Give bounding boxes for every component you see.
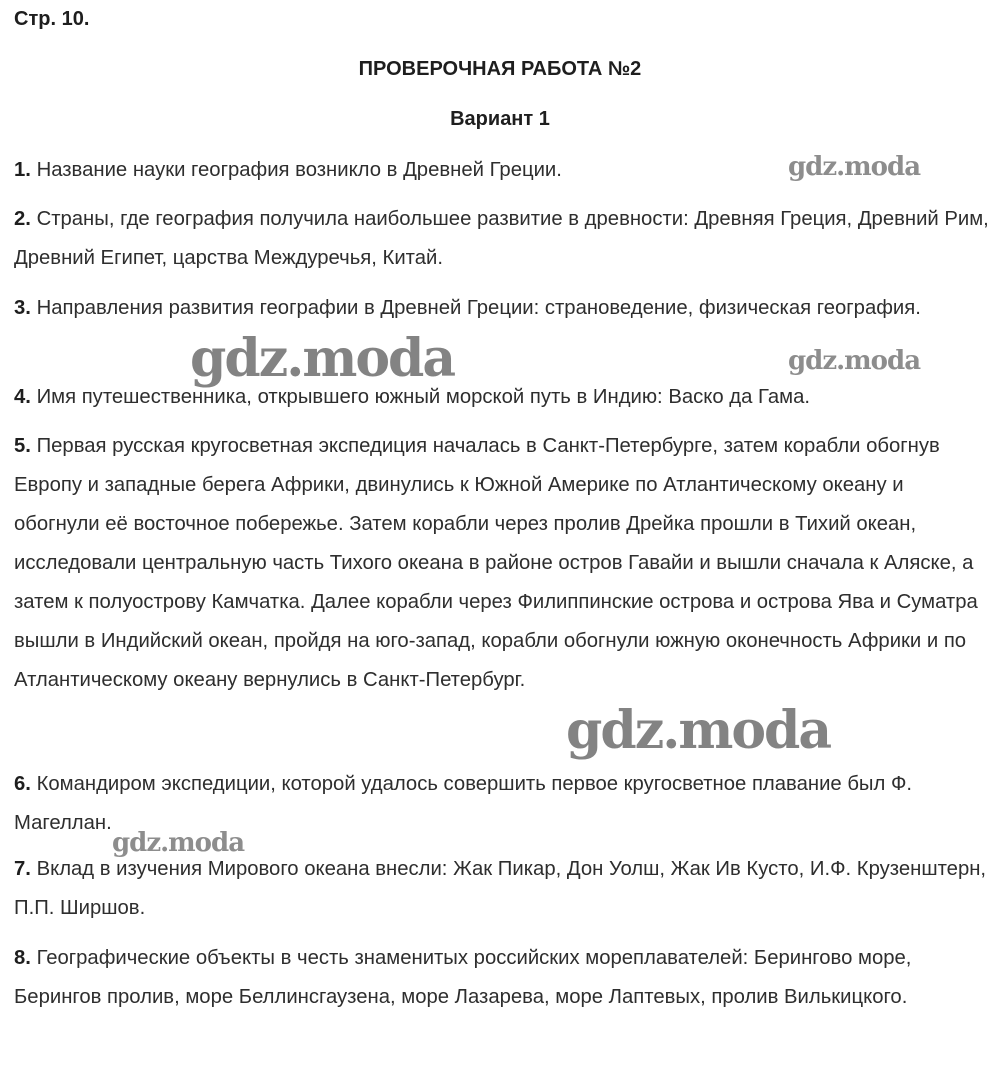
answer-number: 7. [14, 858, 31, 880]
watermark: gdz.moda [112, 828, 245, 858]
watermark: gdz.moda [788, 152, 921, 182]
answer-item-8 [14, 939, 994, 1017]
answer-number: 8. [14, 947, 31, 969]
answer-text: Географические объекты в честь знаменитых российских мореплавателей: Берингово море, Берингов пролив, море Беллинсгаузена, море Лазарева, море Лаптевых, пролив Вилькицкого. [14, 947, 912, 1008]
answer-number: 3. [14, 297, 31, 319]
answer-item-6 [14, 765, 994, 843]
answer-number: 6. [14, 773, 31, 795]
answer-item-7 [14, 850, 994, 928]
answer-number: 5. [14, 435, 31, 457]
watermark: gdz.moda [566, 700, 831, 761]
watermark: gdz.moda [190, 328, 455, 389]
answer-text: Первая русская кругосветная экспедиция началась в Санкт-Петербурге, затем корабли обогнув Европу и западные берега Африки, двинулись к Южной Америке по Атлантическому океану и обогнули её восточное побережье. Затем корабли через пролив Дрейка прошли в Тихий океан, исследовали центральную часть Тихого океана в районе остров Гавайи и вышли сначала к Аляске, а затем к полуострову Камчатка. Далее корабли через Филиппинские острова и острова Ява и Суматра вышли в Индийский океан, пройдя на юго-запад, корабли обогнули южную оконечность Африки и по Атлантическому океану вернулись в Санкт-Петербург. [14, 435, 978, 691]
answer-text: Страны, где география получила наибольшее развитие в древности: Древняя Греция, Древний Рим, Древний Египет, царства Междуречья, Китай. [14, 208, 989, 269]
watermark: gdz.moda [788, 346, 921, 376]
answer-text: Название науки география возникло в Древней Греции. [36, 159, 562, 181]
answer-text: Вклад в изучения Мирового океана внесли: Жак Пикар, Дон Уолш, Жак Ив Кусто, И.Ф. Крузенштерн, П.П. Ширшов. [14, 858, 987, 919]
answer-item-3 [14, 289, 994, 328]
answer-number: 4. [14, 386, 31, 408]
answer-text: Командиром экспедиции, которой удалось совершить первое кругосветное плавание был Ф. Магеллан. [14, 773, 913, 834]
answer-number: 2. [14, 208, 31, 230]
document-title: ПРОВЕРОЧНАЯ РАБОТА №2 [358, 58, 642, 80]
page-number: Стр. 10. [14, 8, 90, 30]
answer-text: Имя путешественника, открывшего южный морской путь в Индию: Васко да Гама. [36, 386, 811, 408]
answer-number: 1. [14, 159, 31, 181]
answer-item-2 [14, 200, 994, 278]
answer-item-4 [14, 378, 994, 417]
answer-item-5 [14, 427, 994, 700]
answer-item-1 [14, 151, 994, 190]
answer-text: Направления развития географии в Древней Греции: страноведение, физическая география. [36, 297, 921, 319]
variant-heading: Вариант 1 [450, 108, 550, 130]
